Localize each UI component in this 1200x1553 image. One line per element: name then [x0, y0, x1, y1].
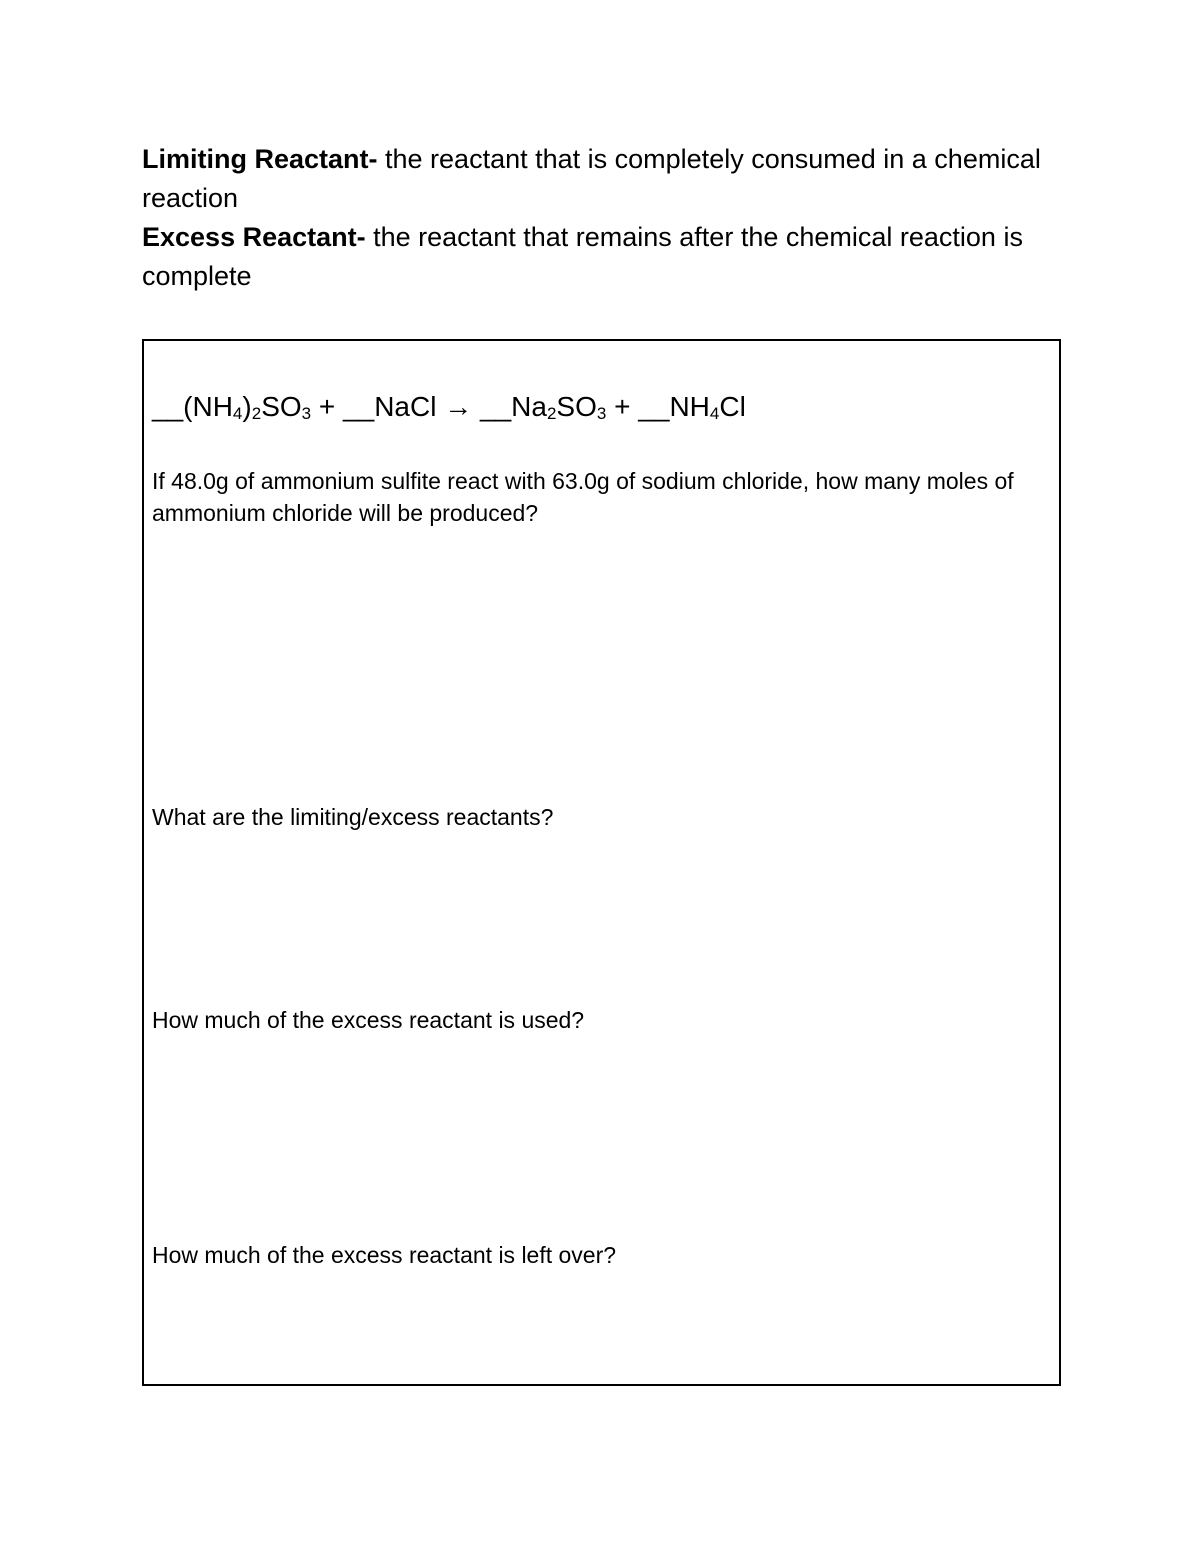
- excess-reactant-text: the reactant that remains after the chemical reaction is complete: [142, 222, 1023, 291]
- equation-arrow: →: [436, 391, 480, 422]
- question-limiting-excess: What are the limiting/excess reactants?: [152, 804, 554, 830]
- equation-blank-4: __: [638, 391, 670, 422]
- product-2-sub: 4: [709, 404, 720, 423]
- equation-blank-1: __: [152, 391, 184, 422]
- reactant-1-sub-3: 3: [301, 404, 312, 423]
- product-1-na: Na: [511, 391, 547, 422]
- reactant-1-so: SO: [261, 391, 302, 422]
- reactant-1-sub-1: 4: [232, 404, 243, 423]
- equation-blank-2: __: [343, 391, 375, 422]
- product-1-so: SO: [556, 391, 597, 422]
- reactant-1-sub-2: 2: [251, 404, 262, 423]
- excess-reactant-definition: [142, 218, 1042, 296]
- worksheet-box: [142, 339, 1061, 1386]
- chemical-equation: [152, 387, 746, 427]
- question-excess-used: How much of the excess reactant is used?: [152, 1007, 585, 1033]
- question-moles-produced: If 48.0g of ammonium sulfite react with 63.0g of sodium chloride, how many moles of ammonium chloride will be produced?: [152, 468, 1014, 526]
- product-1-sub-1: 2: [546, 404, 557, 423]
- question-excess-left-over: How much of the excess reactant is left over?: [152, 1242, 617, 1268]
- equation-plus-1: +: [311, 391, 344, 422]
- reactant-1-close: ): [242, 391, 252, 422]
- product-2-nh: NH: [669, 391, 710, 422]
- reactant-1-open: (NH: [183, 391, 233, 422]
- definitions-section: [142, 140, 1042, 296]
- limiting-reactant-term: Limiting Reactant-: [142, 144, 378, 174]
- product-1-sub-2: 3: [596, 404, 607, 423]
- product-2-cl: Cl: [719, 391, 746, 422]
- equation-blank-3: __: [480, 391, 512, 422]
- excess-reactant-term: Excess Reactant-: [142, 222, 366, 252]
- reactant-2: NaCl: [374, 391, 437, 422]
- limiting-reactant-definition: [142, 140, 1042, 218]
- equation-plus-2: +: [606, 391, 639, 422]
- limiting-reactant-text: the reactant that is completely consumed in a chemical reaction: [142, 144, 1041, 213]
